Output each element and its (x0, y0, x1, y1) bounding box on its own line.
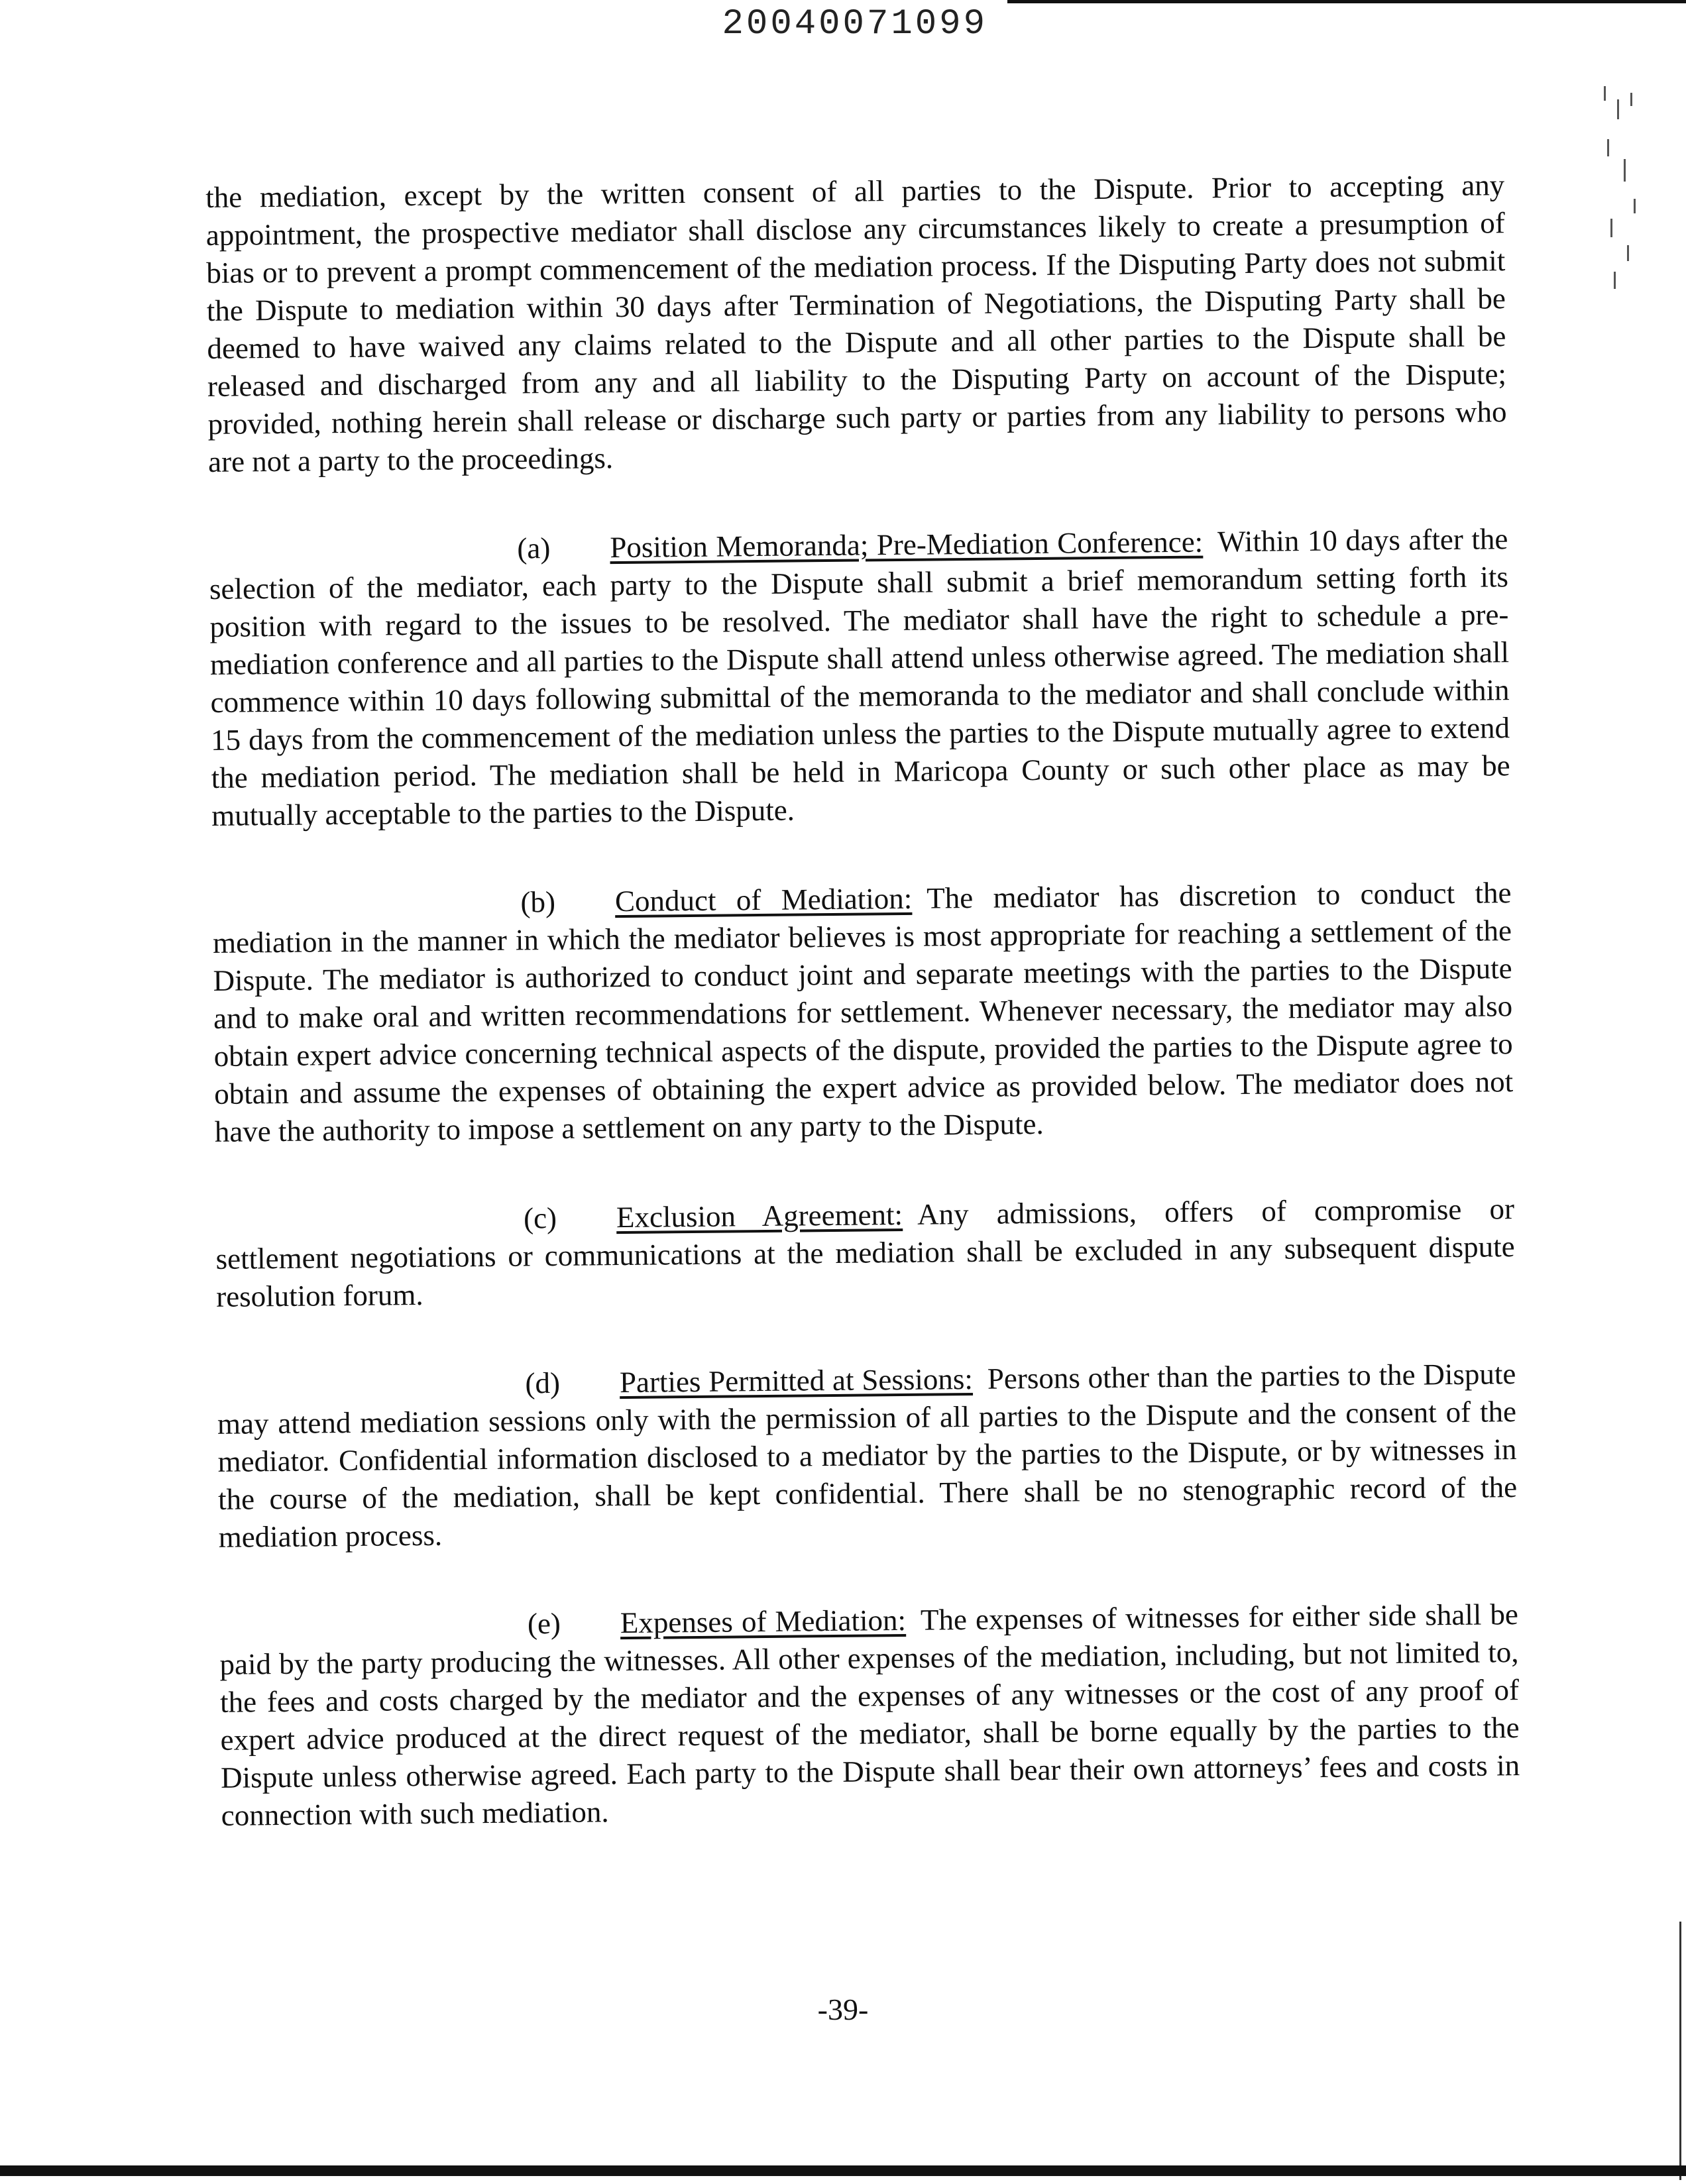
section-d-text: Persons other than the parties to the Dispute may attend mediation sessions only with the permission of all parties to the Dispute and the consent of the mediator. Confidential information disclosed to a mediator by the parties to the Dispute, or by witnesses in the course of the mediation, shall be kept confidential. There shall be no stenographic record of the mediation process. (217, 1357, 1518, 1554)
document-body (205, 166, 1521, 1886)
scan-artifact (1604, 86, 1606, 101)
section-e (219, 1596, 1520, 1835)
section-a-label: (a) (517, 531, 551, 565)
page-number: -39- (817, 1993, 869, 2026)
section-e-heading: Expenses of Mediation: (620, 1603, 907, 1640)
bottom-scan-rule (0, 2165, 1686, 2176)
section-d-heading: Parties Permitted at Sessions: (619, 1362, 974, 1399)
section-e-label: (e) (527, 1606, 561, 1641)
scan-artifact (1624, 159, 1626, 182)
section-b-text: The mediator has discretion to conduct the mediation in the manner in which the mediator believes is most appropriate for reaching a settlement of the Dispute. The mediator is authorized to conduct joint and separate meetings with the parties to the Dispute and to make oral and written recommendations for settlement. Whenever necessary, the mediator may also obtain expert advice concerning technical aspects of the dispute, provided the parties to the Dispute agree to obtain and assume the expenses of obtaining the expert advice as provided below. The mediator does not have the authority to impose a settlement on any party to the Dispute. (212, 876, 1514, 1148)
scan-artifact (1630, 93, 1632, 106)
intro-paragraph: the mediation, except by the written consent of all parties to the Dispute. Prior to accepting any appointment, the prospective mediator shall disclose any circumstances likely to create a presumption of bias or to prevent a prompt commencement of the mediation process. If the Disputing Party does not submit the Dispute to mediation within 30 days after Termination of Negotiations, the Disputing Party shall be deemed to have waived any claims related to the Dispute and all other parties to the Dispute shall be released and discharged from any and all liability to the Disputing Party on account of the Dispute; provided, nothing herein shall release or discharge such party or parties from any liability to persons who are not a party to the proceedings. (205, 168, 1507, 478)
section-e-text: The expenses of witnesses for either side shall be paid by the party producing the witnesses. All other expenses of the mediation, including, but not limited to, the fees and costs charged by the mediator and the expenses of any witnesses or the cost of any proof of expert advice produced at the direct request of the mediator, shall be borne equally by the parties to the Dispute unless otherwise agreed. Each party to the Dispute shall bear their own attorneys’ fees and costs in connection with such mediation. (219, 1598, 1520, 1832)
section-c-text: Any admissions, offers of compromise or settlement negotiations or communications at the mediation shall be excluded in any subsequent dispute resolution forum. (215, 1192, 1515, 1313)
section-d (217, 1355, 1518, 1556)
section-a-heading: Position Memoranda; Pre-Mediation Conference: (610, 525, 1204, 565)
section-b (212, 874, 1514, 1151)
section-b-label: (b) (520, 885, 556, 919)
scan-artifact (1610, 219, 1612, 237)
scan-artifact (1607, 139, 1609, 156)
section-d-label: (d) (525, 1366, 561, 1400)
section-a (209, 520, 1510, 835)
section-c-label: (c) (523, 1201, 557, 1235)
scan-artifact (1627, 245, 1629, 261)
scan-artifact (1634, 199, 1636, 213)
scan-artifact (1617, 99, 1619, 119)
top-scan-rule (1007, 0, 1686, 3)
scan-artifact (1614, 272, 1616, 289)
section-c-heading: Exclusion Agreement: (616, 1197, 903, 1234)
document-number: 20040071099 (722, 4, 987, 44)
section-b-heading: Conduct of Mediation: (614, 881, 913, 918)
section-a-text: Within 10 days after the selection of the mediator, each party to the Dispute shall submit a brief memorandum setting forth its position with regard to the issues to be resolved. The mediator shall have the right to schedule a pre-mediation conference and all parties to the Dispute shall attend unless otherwise agreed. The mediation shall commence within 10 days following submittal of the memoranda to the mediator and shall conclude within 15 days from the commencement of the mediation unless the parties to the Dispute mutually agree to extend the mediation period. The mediation shall be held in Maricopa County or such other place as may be mutually acceptable to the parties to the Dispute. (209, 522, 1510, 832)
right-edge-scan-line (1679, 1922, 1681, 2180)
section-c (215, 1190, 1516, 1316)
